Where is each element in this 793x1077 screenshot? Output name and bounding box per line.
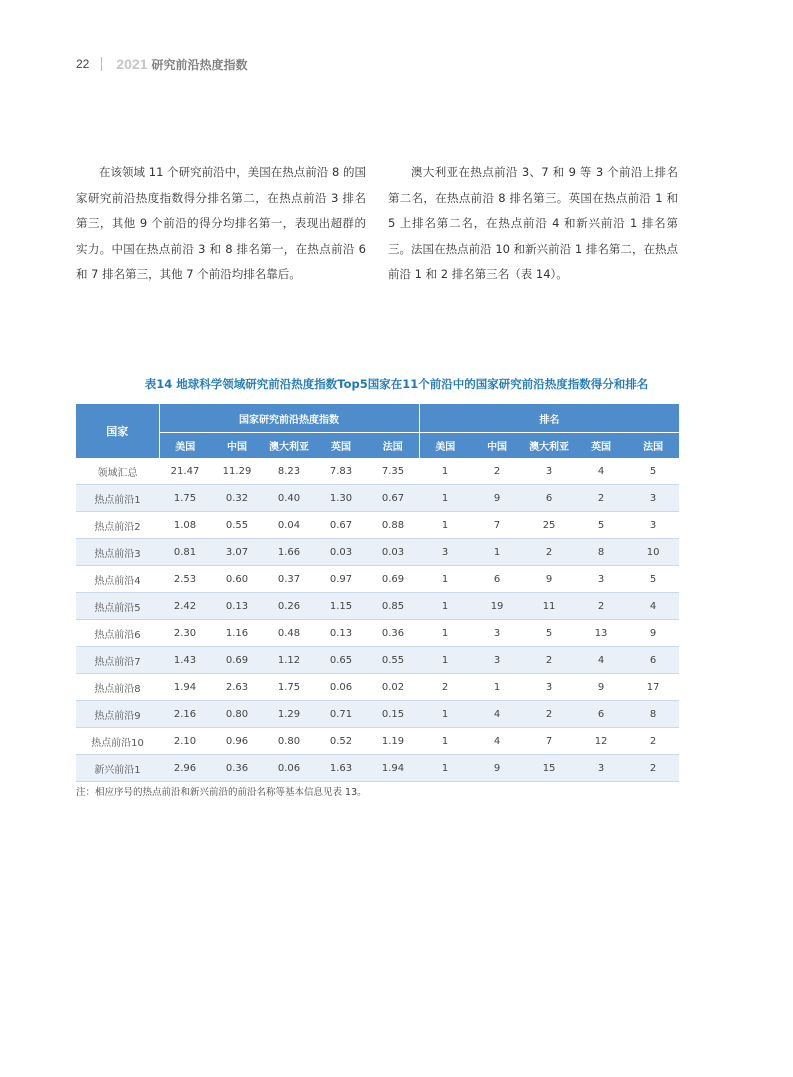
- score-cell: 0.65: [315, 647, 367, 674]
- score-cell: 0.67: [315, 512, 367, 539]
- rank-cell: 9: [471, 755, 523, 782]
- rank-cell: 3: [419, 539, 471, 566]
- score-cell: 0.69: [211, 647, 263, 674]
- rank-cell: 11: [523, 593, 575, 620]
- score-cell: 2.30: [159, 620, 211, 647]
- row-label: 热点前沿7: [76, 647, 159, 674]
- score-cell: 3.07: [211, 539, 263, 566]
- rank-cell: 4: [575, 458, 627, 485]
- rank-column-header: 英国: [575, 433, 627, 459]
- row-label: 领域汇总: [76, 458, 159, 485]
- rank-cell: 4: [575, 647, 627, 674]
- score-cell: 0.60: [211, 566, 263, 593]
- score-cell: 1.63: [315, 755, 367, 782]
- rank-cell: 1: [419, 566, 471, 593]
- row-label: 热点前沿6: [76, 620, 159, 647]
- rank-cell: 5: [575, 512, 627, 539]
- header-divider: [101, 57, 102, 71]
- rank-cell: 7: [523, 728, 575, 755]
- paragraph-right: 澳大利亚在热点前沿 3、7 和 9 等 3 个前沿上排名第二名，在热点前沿 8 排名第三。英国在热点前沿 1 和 5 上排名第二名，在热点前沿 4 和新兴前沿 1 排名第三。法国在热点前沿 10 和新兴前沿 1 排名第二，在热点前沿 1 和 2 排名第三名（表 14）。: [388, 165, 678, 281]
- body-text-right-column: [388, 160, 678, 288]
- score-cell: 0.55: [367, 647, 419, 674]
- score-cell: 2.42: [159, 593, 211, 620]
- rank-cell: 1: [419, 701, 471, 728]
- rank-cell: 3: [471, 620, 523, 647]
- body-text-left-column: [76, 160, 366, 288]
- rank-cell: 9: [627, 620, 679, 647]
- rank-cell: 3: [471, 647, 523, 674]
- score-cell: 1.66: [263, 539, 315, 566]
- table-row: [76, 539, 679, 566]
- score-cell: 1.19: [367, 728, 419, 755]
- rank-cell: 6: [575, 701, 627, 728]
- score-cell: 2.63: [211, 674, 263, 701]
- score-rank-table: [76, 404, 679, 782]
- rank-cell: 2: [575, 485, 627, 512]
- header-year: 2021: [116, 56, 148, 72]
- rank-cell: 6: [627, 647, 679, 674]
- rank-cell: 3: [523, 458, 575, 485]
- row-label: 热点前沿9: [76, 701, 159, 728]
- rank-cell: 5: [627, 458, 679, 485]
- row-label: 新兴前沿1: [76, 755, 159, 782]
- score-cell: 0.37: [263, 566, 315, 593]
- table-caption: 表14 地球科学领域研究前沿热度指数Top5国家在11个前沿中的国家研究前沿热度指数得分和排名: [144, 377, 649, 391]
- score-cell: 0.36: [211, 755, 263, 782]
- rank-cell: 3: [575, 566, 627, 593]
- score-cell: 0.71: [315, 701, 367, 728]
- score-cell: 2.16: [159, 701, 211, 728]
- row-label: 热点前沿10: [76, 728, 159, 755]
- score-group-header: 国家研究前沿热度指数: [159, 404, 419, 433]
- country-header: 国家: [76, 404, 159, 458]
- rank-cell: 13: [575, 620, 627, 647]
- score-cell: 0.80: [211, 701, 263, 728]
- score-cell: 2.53: [159, 566, 211, 593]
- score-cell: 0.88: [367, 512, 419, 539]
- table-row: [76, 458, 679, 485]
- score-cell: 1.12: [263, 647, 315, 674]
- score-cell: 0.13: [315, 620, 367, 647]
- rank-cell: 1: [419, 755, 471, 782]
- rank-cell: 6: [471, 566, 523, 593]
- score-cell: 2.10: [159, 728, 211, 755]
- rank-cell: 3: [523, 674, 575, 701]
- table-row: [76, 728, 679, 755]
- table-row: [76, 647, 679, 674]
- score-cell: 0.48: [263, 620, 315, 647]
- rank-cell: 2: [627, 755, 679, 782]
- rank-cell: 15: [523, 755, 575, 782]
- score-cell: 0.02: [367, 674, 419, 701]
- table-row: [76, 593, 679, 620]
- score-cell: 0.13: [211, 593, 263, 620]
- score-cell: 0.96: [211, 728, 263, 755]
- rank-cell: 5: [627, 566, 679, 593]
- rank-cell: 2: [523, 701, 575, 728]
- row-label: 热点前沿3: [76, 539, 159, 566]
- table-row: [76, 485, 679, 512]
- rank-cell: 1: [419, 593, 471, 620]
- row-label: 热点前沿5: [76, 593, 159, 620]
- score-cell: 0.80: [263, 728, 315, 755]
- table-row: [76, 512, 679, 539]
- score-cell: 0.03: [315, 539, 367, 566]
- score-cell: 1.29: [263, 701, 315, 728]
- row-label: 热点前沿4: [76, 566, 159, 593]
- rank-cell: 4: [627, 593, 679, 620]
- score-cell: 0.03: [367, 539, 419, 566]
- rank-cell: 9: [523, 566, 575, 593]
- score-cell: 0.32: [211, 485, 263, 512]
- rank-column-header: 中国: [471, 433, 523, 459]
- rank-cell: 25: [523, 512, 575, 539]
- score-cell: 0.06: [315, 674, 367, 701]
- rank-cell: 6: [523, 485, 575, 512]
- rank-cell: 1: [419, 485, 471, 512]
- rank-column-header: 法国: [627, 433, 679, 459]
- rank-group-header: 排名: [419, 404, 679, 433]
- score-cell: 8.23: [263, 458, 315, 485]
- score-cell: 0.85: [367, 593, 419, 620]
- score-cell: 0.97: [315, 566, 367, 593]
- rank-column-header: 澳大利亚: [523, 433, 575, 459]
- row-label: 热点前沿8: [76, 674, 159, 701]
- page-number: 22: [76, 57, 90, 71]
- rank-cell: 8: [627, 701, 679, 728]
- rank-cell: 1: [419, 458, 471, 485]
- rank-cell: 1: [419, 647, 471, 674]
- rank-cell: 12: [575, 728, 627, 755]
- row-label: 热点前沿1: [76, 485, 159, 512]
- header-title: 研究前沿热度指数: [151, 57, 248, 72]
- rank-cell: 1: [419, 728, 471, 755]
- score-cell: 1.75: [263, 674, 315, 701]
- score-cell: 11.29: [211, 458, 263, 485]
- score-cell: 1.15: [315, 593, 367, 620]
- score-cell: 2.96: [159, 755, 211, 782]
- rank-cell: 9: [471, 485, 523, 512]
- score-cell: 0.06: [263, 755, 315, 782]
- rank-cell: 9: [575, 674, 627, 701]
- rank-cell: 2: [575, 593, 627, 620]
- rank-cell: 1: [471, 674, 523, 701]
- score-cell: 0.67: [367, 485, 419, 512]
- rank-cell: 19: [471, 593, 523, 620]
- rank-cell: 1: [419, 620, 471, 647]
- score-cell: 21.47: [159, 458, 211, 485]
- score-cell: 1.75: [159, 485, 211, 512]
- rank-cell: 3: [627, 512, 679, 539]
- rank-cell: 7: [471, 512, 523, 539]
- paragraph-left: 在该领域 11 个研究前沿中，美国在热点前沿 8 的国家研究前沿热度指数得分排名第二，在热点前沿 3 排名第三，其他 9 个前沿的得分均排名第一，表现出超群的实力。中国在热点前沿 3 和 8 排名第一，在热点前沿 6 和 7 排名第三，其他 7 个前沿均排名靠后。: [76, 165, 366, 281]
- rank-column-header: 美国: [419, 433, 471, 459]
- running-header: [76, 54, 248, 74]
- score-column-header: 澳大利亚: [263, 433, 315, 459]
- table-row: [76, 620, 679, 647]
- rank-cell: 17: [627, 674, 679, 701]
- score-cell: 0.81: [159, 539, 211, 566]
- score-cell: 1.16: [211, 620, 263, 647]
- score-cell: 0.69: [367, 566, 419, 593]
- score-cell: 0.36: [367, 620, 419, 647]
- score-cell: 0.04: [263, 512, 315, 539]
- rank-cell: 1: [419, 512, 471, 539]
- table-row: [76, 566, 679, 593]
- table-row: [76, 755, 679, 782]
- score-cell: 0.26: [263, 593, 315, 620]
- score-cell: 0.52: [315, 728, 367, 755]
- score-cell: 1.08: [159, 512, 211, 539]
- score-column-header: 中国: [211, 433, 263, 459]
- score-column-header: 法国: [367, 433, 419, 459]
- score-cell: 0.55: [211, 512, 263, 539]
- rank-cell: 3: [575, 755, 627, 782]
- rank-cell: 10: [627, 539, 679, 566]
- score-column-header: 美国: [159, 433, 211, 459]
- table-note: 注：相应序号的热点前沿和新兴前沿的前沿名称等基本信息见表 13。: [76, 787, 367, 798]
- score-cell: 7.35: [367, 458, 419, 485]
- score-cell: 7.83: [315, 458, 367, 485]
- rank-cell: 2: [523, 539, 575, 566]
- score-cell: 1.43: [159, 647, 211, 674]
- rank-cell: 1: [471, 539, 523, 566]
- rank-cell: 2: [419, 674, 471, 701]
- score-cell: 1.94: [367, 755, 419, 782]
- rank-cell: 2: [471, 458, 523, 485]
- rank-cell: 3: [627, 485, 679, 512]
- score-cell: 0.40: [263, 485, 315, 512]
- rank-cell: 8: [575, 539, 627, 566]
- score-cell: 1.30: [315, 485, 367, 512]
- score-column-header: 英国: [315, 433, 367, 459]
- rank-cell: 4: [471, 728, 523, 755]
- row-label: 热点前沿2: [76, 512, 159, 539]
- score-cell: 1.94: [159, 674, 211, 701]
- score-cell: 0.15: [367, 701, 419, 728]
- rank-cell: 2: [523, 647, 575, 674]
- rank-cell: 4: [471, 701, 523, 728]
- rank-cell: 2: [627, 728, 679, 755]
- rank-cell: 5: [523, 620, 575, 647]
- table-row: [76, 674, 679, 701]
- table-row: [76, 701, 679, 728]
